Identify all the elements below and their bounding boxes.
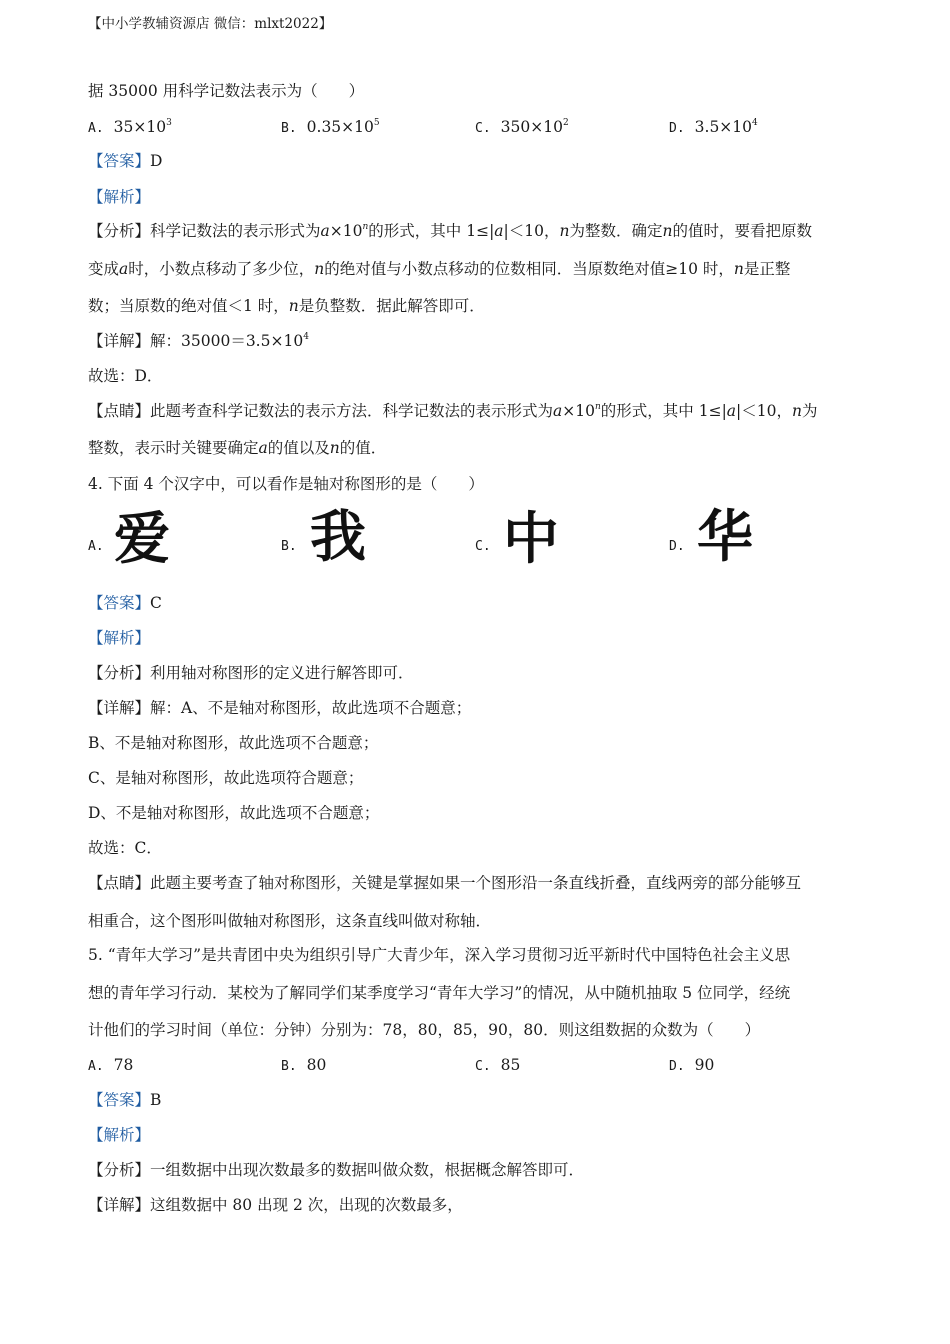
q3-fenxi-line2: 变成a时，小数点移动了多少位，n的绝对值与小数点移动的位数相同．当原数绝对值≥10 时，n是正整 — [88, 260, 791, 278]
option-label: D. — [669, 121, 685, 136]
q3-option-d: D. $3.5\times 10^4$ — [669, 118, 758, 136]
q5-option-c: C. 85 — [475, 1056, 521, 1074]
q4-line-b: B、不是轴对称图形，故此选项不合题意； — [88, 734, 379, 752]
q5-fenxi: 【分析】一组数据中出现次数最多的数据叫做众数，根据概念解答即可． — [88, 1161, 585, 1179]
q3-stem: 据 35000 用科学记数法表示为（ ） — [88, 82, 365, 100]
q3-fenxi-line1: 【分析】科学记数法的表示形式为$a\times 10^n$的形式，其中 1≤|a|＜10，n为整数．确定n的值时，要看把原数 — [88, 222, 812, 240]
q4-dianjing-line1: 【点睛】此题主要考查了轴对称图形，关键是掌握如果一个图形沿一条直线折叠，直线两旁的部分能够互 — [88, 874, 802, 892]
q4-analysis-tag: 【解析】 — [88, 629, 151, 647]
q3-xiangjie: 【详解】解：$35000=3.5\times 10^4$ — [88, 332, 309, 350]
q4-fenxi: 【分析】利用轴对称图形的定义进行解答即可． — [88, 664, 414, 682]
q4-option-d-glyph: 华 — [697, 505, 753, 570]
q3-option-c: C. $350\times 10^2$ — [475, 118, 569, 136]
q4-dianjing-line2: 相重合，这个图形叫做轴对称图形，这条直线叫做对称轴． — [88, 912, 492, 930]
q3-answer: 【答案】D — [88, 152, 163, 170]
q4-option-a-label: A. — [88, 539, 104, 554]
q4-option-c-label: C. — [475, 539, 491, 554]
q4-option-b-label: B. — [281, 539, 297, 554]
q5-answer: 【答案】B — [88, 1091, 162, 1109]
page-header: 【中小学教辅资源店 微信：mlxt2022】 — [88, 16, 333, 32]
option-label: A. — [88, 121, 104, 136]
q4-answer: 【答案】C — [88, 594, 162, 612]
q5-stem-line1: 5. “青年大学习”是共青团中央为组织引导广大青少年，深入学习贯彻习近平新时代中国特色社会主义思 — [88, 946, 791, 964]
option-label: B. — [281, 121, 297, 136]
q4-line-c: C、是轴对称图形，故此选项符合题意； — [88, 769, 364, 787]
q3-dianjing-line1: 【点睛】此题考查科学记数法的表示方法．科学记数法的表示形式为$a\times 10^n$的形式，其中 1≤|a|＜10，n为 — [88, 402, 818, 420]
q4-stem: 4. 下面 4 个汉字中，可以看作是轴对称图形的是（ ） — [88, 475, 484, 493]
q5-stem-line2: 想的青年学习行动．某校为了解同学们某季度学习“青年大学习”的情况，从中随机抽取 5 位同学，经统 — [88, 984, 791, 1002]
q5-option-a: A. 78 — [88, 1056, 134, 1074]
q5-stem-line3: 计他们的学习时间（单位：分钟）分别为：78，80，85，90，80．则这组数据的众数为（ ） — [88, 1021, 761, 1039]
q3-guxuan: 故选：D． — [88, 367, 163, 385]
q4-line-d: D、不是轴对称图形，故此选项不合题意； — [88, 804, 380, 822]
q4-xiangjie: 【详解】解：A、不是轴对称图形，故此选项不合题意； — [88, 699, 472, 717]
q4-option-b-glyph: 我 — [310, 505, 366, 570]
q5-option-d: D. 90 — [669, 1056, 715, 1074]
q3-analysis-tag: 【解析】 — [88, 188, 151, 206]
q3-option-b: B. $0.35\times 10^5$ — [281, 118, 380, 136]
q4-option-d-label: D. — [669, 539, 685, 554]
q4-option-a-glyph: 爱 — [114, 507, 170, 572]
q5-analysis-tag: 【解析】 — [88, 1126, 151, 1144]
q4-option-c-glyph: 中 — [503, 507, 559, 572]
q3-fenxi-line3: 数；当原数的绝对值＜1 时，n是负整数．据此解答即可． — [88, 297, 485, 315]
option-label: C. — [475, 121, 491, 136]
q4-guxuan: 故选：C． — [88, 839, 162, 857]
q3-dianjing-line2: 整数，表示时关键要确定a的值以及n的值． — [88, 439, 387, 457]
q5-option-b: B. 80 — [281, 1056, 327, 1074]
q3-option-a: A. $35\times 10^3$ — [88, 118, 172, 136]
q5-xiangjie: 【详解】这组数据中 80 出现 2 次，出现的次数最多， — [88, 1196, 463, 1214]
